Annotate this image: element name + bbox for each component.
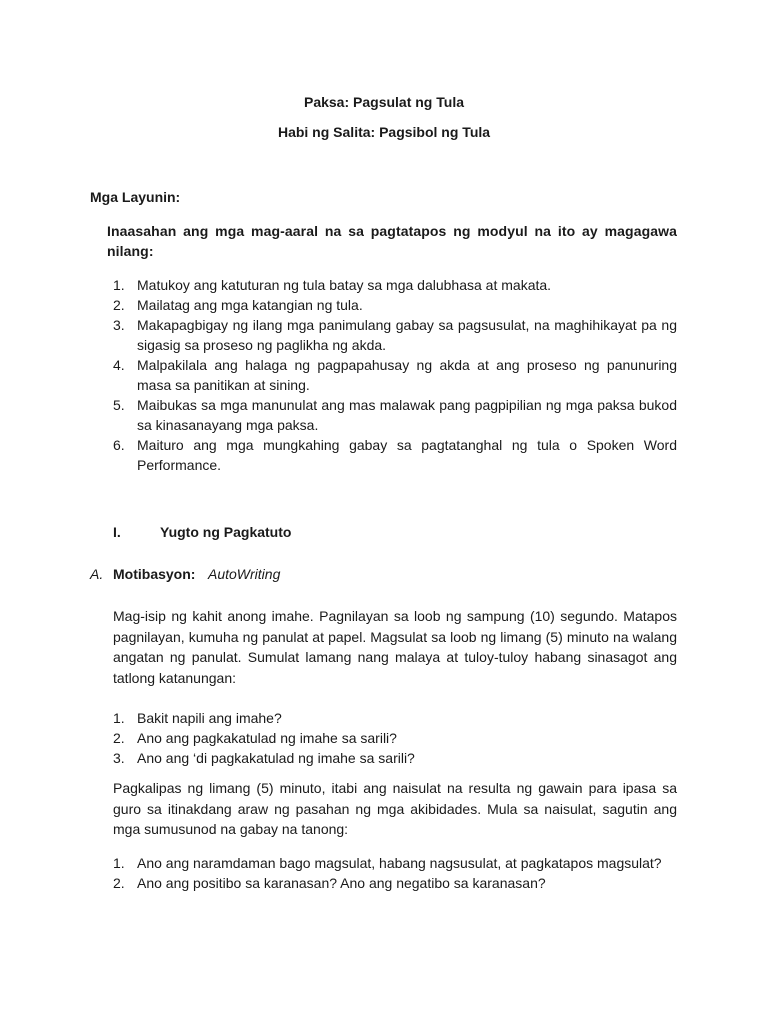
list-item <box>113 355 677 395</box>
list-item-number: 4. <box>113 357 125 373</box>
section-title: Yugto ng Pagkatuto <box>160 524 292 540</box>
list-item <box>113 748 677 768</box>
list-item-text: Matukoy ang katuturan ng tula batay sa mga dalubhasa at makata. <box>137 277 552 293</box>
list-item <box>113 275 677 295</box>
list-item-number: 3. <box>113 750 125 766</box>
motivation-instructions: Mag-isip ng kahit anong imahe. Pagnilayan sa loob ng sampung (10) segundo. Matapos pagnilayan, kumuha ng panulat at papel. Magsulat sa loob ng limang (5) minuto na walang angatan ng panulat. Sumulat lamang nang malaya at tuloy-tuloy habang sinasagot ang tatlong katanungan: <box>113 608 677 686</box>
list-item <box>113 873 677 893</box>
topic-title: Paksa: Pagsulat ng Tula <box>303 94 464 110</box>
guide-question-list <box>113 853 677 893</box>
list-item-text: Ano ang ‘di pagkakatulad ng imahe sa sarili? <box>137 750 415 766</box>
objectives-heading: Mga Layunin: <box>90 189 181 205</box>
list-item <box>113 295 677 315</box>
objectives-list <box>113 275 677 475</box>
list-item-text: Mailatag ang mga katangian ng tula. <box>137 297 363 313</box>
list-item-text: Ano ang positibo sa karanasan? Ano ang negatibo sa karanasan? <box>137 875 546 891</box>
objectives-intro: Inaasahan ang mga mag-aaral na sa pagtatapos ng modyul na ito ay magagawa nilang: <box>107 223 677 259</box>
list-item-number: 2. <box>113 297 125 313</box>
list-item-text: Makapagbigay ng ilang mga panimulang gabay sa pagsusulat, na maghihikayat pa ng sigasig sa proseso ng paglikha ng akda. <box>137 317 677 353</box>
list-item <box>113 315 677 355</box>
motivation-label: Motibasyon: <box>113 566 196 582</box>
list-item-number: 3. <box>113 317 125 333</box>
subtopic-title: Habi ng Salita: Pagsibol ng Tula <box>277 124 491 140</box>
list-item-text: Maibukas sa mga manunulat ang mas malawak pang pagpipilian ng mga paksa bukod sa kinasanayang mga paksa. <box>137 397 677 433</box>
list-item-number: 2. <box>113 730 125 746</box>
question-list <box>113 708 677 768</box>
list-item-text: Malpakilala ang halaga ng pagpapahusay ng akda at ang proseso ng panunuring masa sa panitikan at sining. <box>137 357 677 393</box>
list-item-text: Bakit napili ang imahe? <box>137 710 282 726</box>
submission-instructions: Pagkalipas ng limang (5) minuto, itabi ang naisulat na resulta ng gawain para ipasa sa guro sa itinakdang araw ng pasahan ng mga akibidades. Mula sa naisulat, sagutin ang mga sumusunod na gabay na tanong: <box>113 780 677 837</box>
list-item-number: 6. <box>113 437 125 453</box>
list-item <box>113 708 677 728</box>
subsection-letter: A. <box>90 566 104 582</box>
list-item <box>113 435 677 475</box>
list-item-text: Ano ang naramdaman bago magsulat, habang nagsusulat, at pagkatapos magsulat? <box>137 855 662 871</box>
section-number: I. <box>113 524 121 540</box>
list-item-number: 2. <box>113 875 125 891</box>
list-item-number: 5. <box>113 397 125 413</box>
list-item <box>113 853 677 873</box>
motivation-activity: AutoWriting <box>208 566 281 582</box>
list-item-number: 1. <box>113 855 125 871</box>
list-item-number: 1. <box>113 710 125 726</box>
list-item <box>113 395 677 435</box>
list-item-text: Ano ang pagkakatulad ng imahe sa sarili? <box>137 730 397 746</box>
list-item-text: Maituro ang mga mungkahing gabay sa pagtatanghal ng tula o Spoken Word Performance. <box>137 437 677 473</box>
list-item <box>113 728 677 748</box>
list-item-number: 1. <box>113 277 125 293</box>
